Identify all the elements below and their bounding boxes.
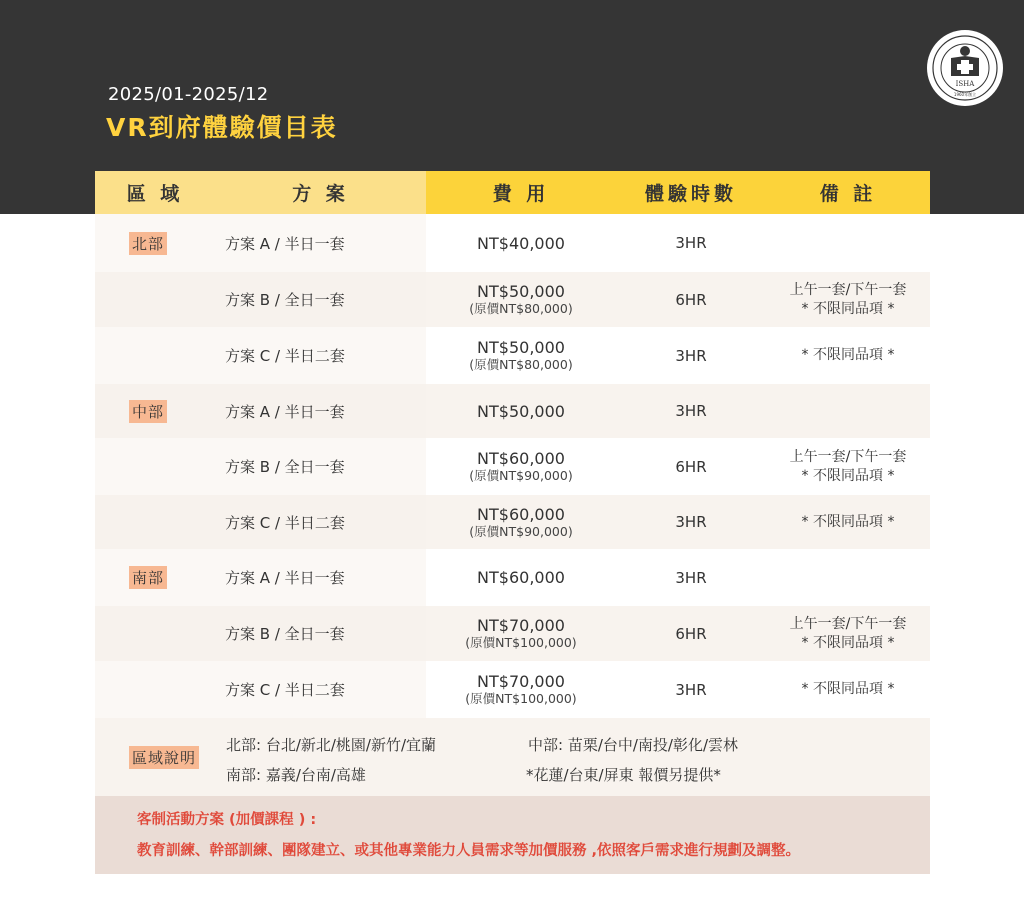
hours-cell: 6HR (675, 290, 707, 309)
col-header-price: 費 用 (426, 171, 616, 214)
region-central-desc: 中部: 苗栗/台中/南投/彰化/雲林 (528, 736, 739, 754)
plan-cell: 方案 B / 全日一套 (215, 438, 426, 495)
hours-cell: 3HR (675, 346, 707, 365)
svg-text:ISHA: ISHA (955, 80, 975, 88)
svg-text:1960年創立: 1960年創立 (953, 92, 977, 97)
plan-cell: 方案 A / 半日一套 (215, 384, 426, 438)
plan-cell: 方案 B / 全日一套 (215, 606, 426, 661)
price-cell: NT$70,000 (原價NT$100,000) (465, 616, 577, 650)
custom-plan-title: 客制活動方案 (加價課程 ) : (137, 812, 317, 828)
region-badge-south: 南部 (129, 566, 167, 589)
region-desc-label: 區域說明 (129, 746, 199, 769)
plan-cell: 方案 A / 半日一套 (215, 214, 426, 272)
note-cell (766, 214, 930, 272)
plan-cell: 方案 C / 半日二套 (215, 661, 426, 718)
price-cell: NT$50,000 (原價NT$80,000) (469, 338, 573, 372)
table-row (95, 438, 930, 495)
table-row (95, 214, 930, 272)
hours-cell: 3HR (675, 234, 707, 252)
price-cell: NT$50,000 (原價NT$80,000) (469, 282, 573, 316)
table-header (95, 171, 930, 214)
hours-cell: 6HR (675, 624, 707, 643)
hours-cell: 3HR (675, 513, 707, 531)
note-cell: 上午一套/下午一套 * 不限同品項 * (789, 281, 907, 317)
note-cell (766, 549, 930, 606)
note-cell: * 不限同品項 * (801, 513, 895, 530)
region-east-desc: *花蓮/台東/屏東 報價另提供* (526, 766, 721, 784)
region-badge-central: 中部 (129, 400, 167, 423)
price-table (95, 171, 930, 874)
note-cell: 上午一套/下午一套 * 不限同品項 * (789, 615, 907, 651)
plan-cell: 方案 A / 半日一套 (215, 549, 426, 606)
price-cell: NT$60,000 (原價NT$90,000) (469, 504, 573, 539)
custom-plan-body: 教育訓練、幹部訓練、團隊建立、或其他專業能力人員需求等加價服務 ,依照客戶需求進行規劃及調整。 (137, 843, 801, 859)
price-cell: NT$50,000 (477, 401, 565, 421)
price-cell: NT$60,000 (原價NT$90,000) (469, 449, 573, 483)
hours-cell: 3HR (675, 568, 707, 587)
note-cell: * 不限同品項 * (801, 681, 895, 697)
price-cell: NT$70,000 (原價NT$100,000) (465, 672, 577, 706)
col-header-hours: 體驗時數 (616, 171, 766, 214)
table-row (95, 384, 930, 438)
plan-cell: 方案 C / 半日二套 (215, 327, 426, 384)
date-range: 2025/01-2025/12 (108, 84, 269, 105)
col-header-region: 區 域 (95, 171, 215, 214)
col-header-plan: 方 案 (215, 171, 426, 214)
table-row (95, 661, 930, 718)
note-cell: * 不限同品項 * (801, 347, 895, 363)
region-badge-north: 北部 (129, 232, 167, 255)
custom-plan-box (95, 796, 930, 874)
page-title: VR到府體驗價目表 (106, 113, 338, 142)
plan-cell: 方案 C / 半日二套 (215, 495, 426, 549)
hours-cell: 3HR (675, 402, 707, 420)
price-cell: NT$60,000 (477, 568, 565, 587)
isha-logo (926, 29, 1004, 107)
price-cell: NT$40,000 (477, 233, 565, 253)
table-row (95, 549, 930, 606)
region-north-desc: 北部: 台北/新北/桃園/新竹/宜蘭 (226, 736, 437, 754)
col-header-note: 備 註 (766, 171, 930, 214)
region-description (95, 718, 930, 796)
note-cell: 上午一套/下午一套 * 不限同品項 * (789, 448, 907, 484)
hours-cell: 3HR (675, 680, 707, 699)
table-row (95, 272, 930, 327)
region-south-desc: 南部: 嘉義/台南/高雄 (226, 766, 366, 784)
table-row (95, 327, 930, 384)
note-cell (766, 384, 930, 438)
table-row (95, 495, 930, 549)
table-row (95, 606, 930, 661)
plan-cell: 方案 B / 全日一套 (215, 272, 426, 327)
hours-cell: 6HR (675, 457, 707, 476)
